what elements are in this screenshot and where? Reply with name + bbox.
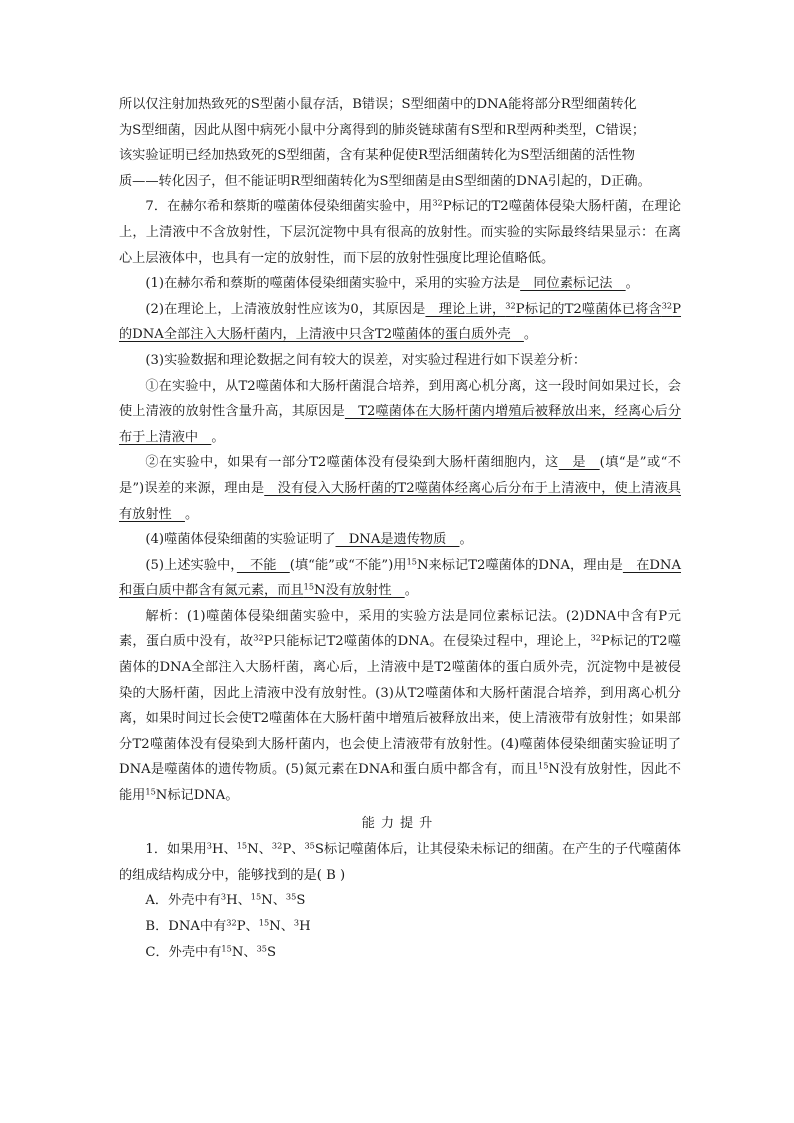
question-7-part-2: (2)在理论上，上清液放射性应该为0，其原因是 理论上讲，$^{32}$P标记的T2噬菌体已将含$^{32}$P的DNA全部注入大肠杆菌内，上清液中只含T2噬菌体的蛋白质外壳 。 (119, 300, 682, 343)
option-a: A．外壳中有$^3$H、$^{15}$N、$^{35}$S (145, 891, 306, 909)
answer-blank: 理论上讲，$^{32}$P标记的T2噬菌体已将含$^{32}$P的DNA全部注入大肠杆菌内，上清液中只含T2噬菌体的蛋白质外壳 (119, 300, 682, 343)
question-7-part-3b: ②在实验中，如果有一部分T2噬菌体没有侵染到大肠杆菌细胞内，这 是 (填“是”或“不是”)误差的来源，理由是 没有侵入大肠杆菌的T2噬菌体经离心后分布于上清液中，使上清液具有放射性 。 (119, 455, 681, 522)
answer-blank: 同位素标记法 (520, 276, 626, 292)
lead-line: 该实验证明已经加热致死的S型细菌，含有某种促使R型活细菌转化为S型活细菌的活性物 (119, 148, 635, 164)
question-7-part-1: (1)在赫尔希和蔡斯的噬菌体侵染细菌实验中，采用的实验方法是 同位素标记法 。 (145, 276, 639, 292)
question-7-part-5: (5)上述实验中， 不能 (填“能”或“不能”)用$^{15}$N来标记T2噬菌体的DNA，理由是 在DNA和蛋白质中都含有氮元素，而且$^{15}$N没有放射性 。 (119, 556, 681, 599)
question-7-stem: 7．在赫尔希和蔡斯的噬菌体侵染细菌实验中，用$^{32}$P标记的T2噬菌体侵染大肠杆菌，在理论上，上清液中不含放射性，下层沉淀物中具有很高的放射性。而实验的实际最终结果显示：在离心上层液体中，也具有一定的放射性，而下层的放射性强度比理论值略低。 (119, 197, 682, 266)
question-7-part-3a: ①在实验中，从T2噬菌体和大肠杆菌混合培养，到用离心机分离，这一段时间如果过长，会使上清液的放射性含量升高，其原因是 T2噬菌体在大肠杆菌内增殖后被释放出来，经离心后分布于上清液中 。 (119, 378, 682, 445)
section-title: 能力提升 (361, 815, 439, 831)
question-1-stem: 1．如果用$^3$H、$^{15}$N、$^{32}$P、$^{35}$S标记噬菌体后，让其侵染未标记的细菌。在产生的子代噬菌体的组成结构成分中，能够找到的是( B ) (119, 840, 681, 883)
question-7-part-3: (3)实验数据和理论数据之间有较大的误差，对实验过程进行如下误差分析： (145, 352, 587, 368)
answer-blank: 在DNA和蛋白质中都含有氮元素，而且$^{15}$N没有放射性 (119, 557, 681, 599)
answer-blank: 没有侵入大肠杆菌的T2噬菌体经离心后分布于上清液中，使上清液具有放射性 (119, 480, 681, 522)
lead-line: 为S型细菌，因此从图中病死小鼠中分离得到的肺炎链球菌有S型和R型两种类型，C错误； (119, 122, 646, 138)
answer-blank: DNA是遗传物质 (335, 532, 460, 548)
answer-blank: 不能 (236, 557, 290, 573)
answer-blank: T2噬菌体在大肠杆菌内增殖后被释放出来，经离心后分布于上清液中 (119, 404, 682, 445)
lead-line: 所以仅注射加热致死的S型菌小鼠存活，B错误；S型细菌中的DNA能将部分R型细菌转化 (119, 97, 637, 112)
question-7-part-4: (4)噬菌体侵染细菌的实验证明了 DNA是遗传物质 。 (145, 532, 473, 548)
answer-blank: 是 (558, 455, 600, 471)
option-c: C．外壳中有$^{15}$N、$^{35}$S (145, 943, 277, 960)
option-b: B．DNA中有$^{32}$P、$^{15}$N、$^3$H (145, 917, 311, 934)
explanation: 解析：(1)噬菌体侵染细菌实验中，采用的实验方法是同位素标记法。(2)DNA中含有P元素，蛋白质中没有，故$^{32}$P只能标记T2噬菌体的DNA。在侵染过程中，理论上，$^{32}$P标记的T2噬菌体的DNA全部注入大肠杆菌，离心后，上清液中是T2噬菌体的蛋白质外壳，沉淀物中是被侵染的大肠杆菌，因此上清液中没有放射性。(3)从T2噬菌体和大肠杆菌混合培养，到用离心机分离，如果时间过长会使T2噬菌体在大肠杆菌中增殖后被释放出来，使上清液带有放射性；如果部分T2噬菌体没有侵染到大肠杆菌内，也会使上清液带有放射性。(4)噬菌体侵染细菌实验证明了DNA是噬菌体的遗传物质。(5)氮元素在DNA和蛋白质中都含有，而且$^{15}$N没有放射性，因此不能用$^{15}$N标记DNA。 (119, 608, 681, 804)
document-page (119, 92, 681, 965)
lead-line: 质——转化因子，但不能证明R型细菌转化为S型细菌是由S型细菌的DNA引起的，D正确。 (119, 173, 651, 189)
